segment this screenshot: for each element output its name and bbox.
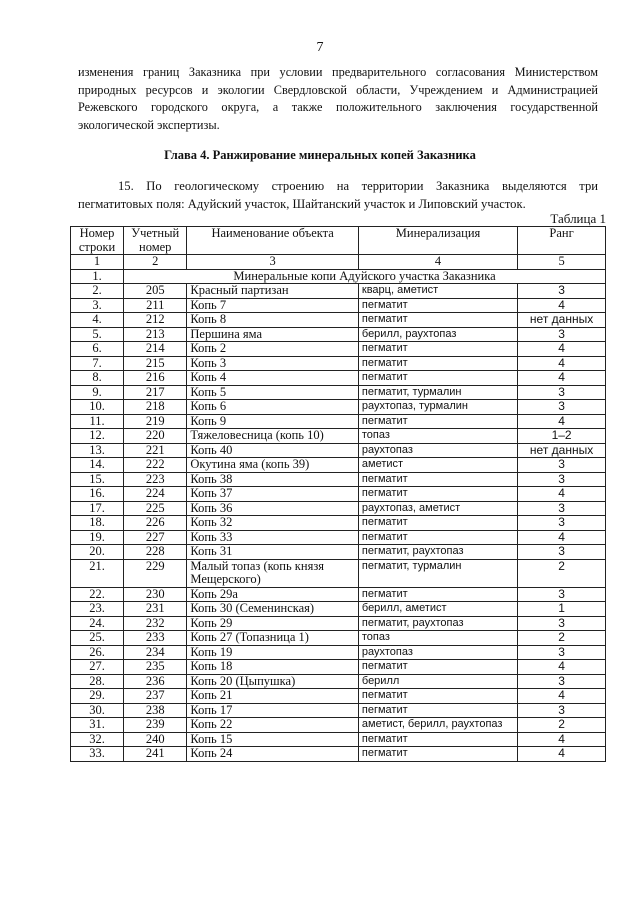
row-number-cell: 31. — [71, 718, 124, 733]
table-row — [71, 284, 606, 299]
mineralization-cell: берилл, раухтопаз — [358, 327, 517, 342]
rank-cell: 4 — [518, 732, 606, 747]
table-row — [71, 443, 606, 458]
table-row — [71, 545, 606, 560]
object-name-cell: Копь 4 — [187, 371, 359, 386]
column-number: 4 — [358, 255, 517, 270]
header-row-number: Номер строки — [71, 227, 124, 255]
table-caption: Таблица 1 — [550, 211, 606, 226]
table-row — [71, 660, 606, 675]
object-name-cell: Копь 40 — [187, 443, 359, 458]
column-number-row — [71, 255, 606, 270]
account-number-cell: 221 — [124, 443, 187, 458]
account-number-cell: 205 — [124, 284, 187, 299]
rank-cell: 3 — [518, 516, 606, 531]
account-number-cell: 212 — [124, 313, 187, 328]
rank-cell: 3 — [518, 587, 606, 602]
object-name-cell: Копь 5 — [187, 385, 359, 400]
row-number-cell: 2. — [71, 284, 124, 299]
rank-cell: 2 — [518, 559, 606, 587]
mineralization-cell: берилл — [358, 674, 517, 689]
rank-cell: 2 — [518, 718, 606, 733]
table-row — [71, 631, 606, 646]
table-row — [71, 414, 606, 429]
table-row — [71, 703, 606, 718]
mineralization-cell: пегматит, раухтопаз — [358, 616, 517, 631]
mineralization-cell: пегматит — [358, 313, 517, 328]
column-number: 3 — [187, 255, 359, 270]
rank-cell: 3 — [518, 458, 606, 473]
mineralization-cell: пегматит — [358, 530, 517, 545]
rank-cell: 4 — [518, 689, 606, 704]
row-number-cell: 24. — [71, 616, 124, 631]
rank-cell: 3 — [518, 703, 606, 718]
table-row — [71, 501, 606, 516]
row-number-cell: 12. — [71, 429, 124, 444]
row-number-cell: 28. — [71, 674, 124, 689]
mineralization-cell: пегматит, турмалин — [358, 385, 517, 400]
page-number: 7 — [316, 40, 324, 55]
rank-cell: 2 — [518, 631, 606, 646]
table-row — [71, 385, 606, 400]
account-number-cell: 213 — [124, 327, 187, 342]
table-body — [71, 269, 606, 761]
rank-cell: 4 — [518, 530, 606, 545]
row-number-cell: 33. — [71, 747, 124, 762]
row-number-cell: 30. — [71, 703, 124, 718]
object-name-cell: Копь 6 — [187, 400, 359, 415]
row-number-cell: 19. — [71, 530, 124, 545]
intro-paragraph: изменения границ Заказника при условии предварительного согласования Министерством природных ресурсов и экологии Свердловской области, Учреждением и Администрацией Режевского городского округа, а также положительного заключения государственной экологической экспертизы. — [78, 65, 598, 132]
object-name-cell: Копь 17 — [187, 703, 359, 718]
mineralization-cell: пегматит — [358, 747, 517, 762]
rank-cell: 4 — [518, 356, 606, 371]
mineralization-cell: пегматит — [358, 472, 517, 487]
account-number-cell: 240 — [124, 732, 187, 747]
object-name-cell: Копь 9 — [187, 414, 359, 429]
object-name-cell: Копь 37 — [187, 487, 359, 502]
account-number-cell: 237 — [124, 689, 187, 704]
row-number-cell: 11. — [71, 414, 124, 429]
object-name-cell: Копь 8 — [187, 313, 359, 328]
row-number-cell: 26. — [71, 645, 124, 660]
table-row — [71, 530, 606, 545]
account-number-cell: 227 — [124, 530, 187, 545]
row-number-cell: 13. — [71, 443, 124, 458]
table-row — [71, 313, 606, 328]
account-number-cell: 238 — [124, 703, 187, 718]
rank-cell: 3 — [518, 545, 606, 560]
object-name-cell: Красный партизан — [187, 284, 359, 299]
account-number-cell: 220 — [124, 429, 187, 444]
row-number-cell: 16. — [71, 487, 124, 502]
mineralization-cell: раухтопаз — [358, 645, 517, 660]
header-mineralization: Минерализация — [358, 227, 517, 255]
object-name-cell: Копь 29 — [187, 616, 359, 631]
section-title: Минеральные копи Адуйского участка Заказника — [124, 269, 606, 284]
quarries-table — [70, 226, 606, 762]
table-row — [71, 429, 606, 444]
row-number-cell: 22. — [71, 587, 124, 602]
row-number-cell: 29. — [71, 689, 124, 704]
object-name-cell: Копь 2 — [187, 342, 359, 357]
table-row — [71, 327, 606, 342]
rank-cell: 3 — [518, 327, 606, 342]
mineralization-cell: аметист — [358, 458, 517, 473]
mineralization-cell: берилл, аметист — [358, 602, 517, 617]
account-number-cell: 219 — [124, 414, 187, 429]
row-number-cell: 7. — [71, 356, 124, 371]
account-number-cell: 229 — [124, 559, 187, 587]
section-row — [71, 269, 606, 284]
section-row-number: 1. — [71, 269, 124, 284]
table-row — [71, 602, 606, 617]
object-name-cell: Копь 21 — [187, 689, 359, 704]
account-number-cell: 218 — [124, 400, 187, 415]
rank-cell: 1–2 — [518, 429, 606, 444]
table-row — [71, 587, 606, 602]
row-number-cell: 21. — [71, 559, 124, 587]
account-number-cell: 226 — [124, 516, 187, 531]
table-row — [71, 616, 606, 631]
row-number-cell: 27. — [71, 660, 124, 675]
row-number-cell: 6. — [71, 342, 124, 357]
rank-cell: 4 — [518, 298, 606, 313]
table-row — [71, 674, 606, 689]
object-name-cell: Копь 15 — [187, 732, 359, 747]
account-number-cell: 241 — [124, 747, 187, 762]
column-number: 2 — [124, 255, 187, 270]
mineralization-cell: пегматит, турмалин — [358, 559, 517, 587]
column-number: 1 — [71, 255, 124, 270]
rank-cell: 3 — [518, 616, 606, 631]
table-row — [71, 645, 606, 660]
object-name-cell: Копь 19 — [187, 645, 359, 660]
account-number-cell: 235 — [124, 660, 187, 675]
row-number-cell: 25. — [71, 631, 124, 646]
table-row — [71, 356, 606, 371]
mineralization-cell: топаз — [358, 429, 517, 444]
mineralization-cell: пегматит — [358, 587, 517, 602]
mineralization-cell: раухтопаз — [358, 443, 517, 458]
account-number-cell: 230 — [124, 587, 187, 602]
table-row — [71, 689, 606, 704]
mineralization-cell: пегматит — [358, 660, 517, 675]
rank-cell: 4 — [518, 371, 606, 386]
table-row — [71, 718, 606, 733]
rank-cell: 1 — [518, 602, 606, 617]
mineralization-cell: пегматит — [358, 703, 517, 718]
mineralization-cell: топаз — [358, 631, 517, 646]
object-name-cell: Першина яма — [187, 327, 359, 342]
object-name-cell: Копь 24 — [187, 747, 359, 762]
mineralization-cell: пегматит — [358, 356, 517, 371]
object-name-cell: Копь 20 (Цыпушка) — [187, 674, 359, 689]
object-name-cell: Малый топаз (копь князя Мещерского) — [187, 559, 359, 587]
header-account-number: Учетный номер — [124, 227, 187, 255]
object-name-cell: Копь 29а — [187, 587, 359, 602]
account-number-cell: 239 — [124, 718, 187, 733]
mineralization-cell: раухтопаз, турмалин — [358, 400, 517, 415]
account-number-cell: 222 — [124, 458, 187, 473]
rank-cell: 3 — [518, 674, 606, 689]
mineralization-cell: раухтопаз, аметист — [358, 501, 517, 516]
row-number-cell: 32. — [71, 732, 124, 747]
account-number-cell: 211 — [124, 298, 187, 313]
row-number-cell: 14. — [71, 458, 124, 473]
mineralization-cell: пегматит — [358, 732, 517, 747]
table-row — [71, 400, 606, 415]
row-number-cell: 9. — [71, 385, 124, 400]
object-name-cell: Копь 30 (Семенинская) — [187, 602, 359, 617]
row-number-cell: 15. — [71, 472, 124, 487]
row-number-cell: 10. — [71, 400, 124, 415]
mineralization-cell: пегматит — [358, 342, 517, 357]
account-number-cell: 233 — [124, 631, 187, 646]
object-name-cell: Копь 27 (Топазница 1) — [187, 631, 359, 646]
object-name-cell: Копь 36 — [187, 501, 359, 516]
account-number-cell: 236 — [124, 674, 187, 689]
rank-cell: 4 — [518, 660, 606, 675]
object-name-cell: Копь 18 — [187, 660, 359, 675]
table-row — [71, 298, 606, 313]
account-number-cell: 217 — [124, 385, 187, 400]
rank-cell: нет данных — [518, 443, 606, 458]
mineralization-cell: пегматит — [358, 414, 517, 429]
rank-cell: 3 — [518, 284, 606, 299]
mineralization-cell: аметист, берилл, раухтопаз — [358, 718, 517, 733]
account-number-cell: 216 — [124, 371, 187, 386]
account-number-cell: 215 — [124, 356, 187, 371]
account-number-cell: 223 — [124, 472, 187, 487]
rank-cell: 4 — [518, 342, 606, 357]
header-rank: Ранг — [518, 227, 606, 255]
body-paragraph: 15. По геологическому строению на территории Заказника выделяются три пегматитовых поля: Адуйский участок, Шайтанский участок и Липовский участок. — [78, 179, 598, 211]
table-row — [71, 342, 606, 357]
mineralization-cell: кварц, аметист — [358, 284, 517, 299]
object-name-cell: Копь 3 — [187, 356, 359, 371]
column-number: 5 — [518, 255, 606, 270]
object-name-cell: Окутина яма (копь 39) — [187, 458, 359, 473]
table-row — [71, 487, 606, 502]
account-number-cell: 234 — [124, 645, 187, 660]
object-name-cell: Копь 7 — [187, 298, 359, 313]
object-name-cell: Копь 22 — [187, 718, 359, 733]
object-name-cell: Тяжеловесница (копь 10) — [187, 429, 359, 444]
rank-cell: 3 — [518, 472, 606, 487]
table-row — [71, 472, 606, 487]
rank-cell: 3 — [518, 400, 606, 415]
object-name-cell: Копь 38 — [187, 472, 359, 487]
mineralization-cell: пегматит, раухтопаз — [358, 545, 517, 560]
row-number-cell: 3. — [71, 298, 124, 313]
header-object-name: Наименование объекта — [187, 227, 359, 255]
table-row — [71, 458, 606, 473]
account-number-cell: 224 — [124, 487, 187, 502]
object-name-cell: Копь 32 — [187, 516, 359, 531]
table-row — [71, 559, 606, 587]
account-number-cell: 232 — [124, 616, 187, 631]
rank-cell: 3 — [518, 501, 606, 516]
account-number-cell: 228 — [124, 545, 187, 560]
table-row — [71, 371, 606, 386]
rank-cell: 4 — [518, 414, 606, 429]
table-row — [71, 747, 606, 762]
row-number-cell: 18. — [71, 516, 124, 531]
row-number-cell: 20. — [71, 545, 124, 560]
object-name-cell: Копь 31 — [187, 545, 359, 560]
mineralization-cell: пегматит — [358, 516, 517, 531]
account-number-cell: 225 — [124, 501, 187, 516]
rank-cell: 4 — [518, 487, 606, 502]
rank-cell: 3 — [518, 385, 606, 400]
rank-cell: 3 — [518, 645, 606, 660]
mineralization-cell: пегматит — [358, 689, 517, 704]
table-row — [71, 516, 606, 531]
row-number-cell: 23. — [71, 602, 124, 617]
row-number-cell: 8. — [71, 371, 124, 386]
row-number-cell: 5. — [71, 327, 124, 342]
account-number-cell: 214 — [124, 342, 187, 357]
rank-cell: 4 — [518, 747, 606, 762]
chapter-title: Глава 4. Ранжирование минеральных копей Заказника — [164, 148, 476, 162]
table-row — [71, 732, 606, 747]
rank-cell: нет данных — [518, 313, 606, 328]
row-number-cell: 4. — [71, 313, 124, 328]
table-header-row — [71, 227, 606, 255]
mineralization-cell: пегматит — [358, 487, 517, 502]
object-name-cell: Копь 33 — [187, 530, 359, 545]
row-number-cell: 17. — [71, 501, 124, 516]
mineralization-cell: пегматит — [358, 298, 517, 313]
mineralization-cell: пегматит — [358, 371, 517, 386]
account-number-cell: 231 — [124, 602, 187, 617]
